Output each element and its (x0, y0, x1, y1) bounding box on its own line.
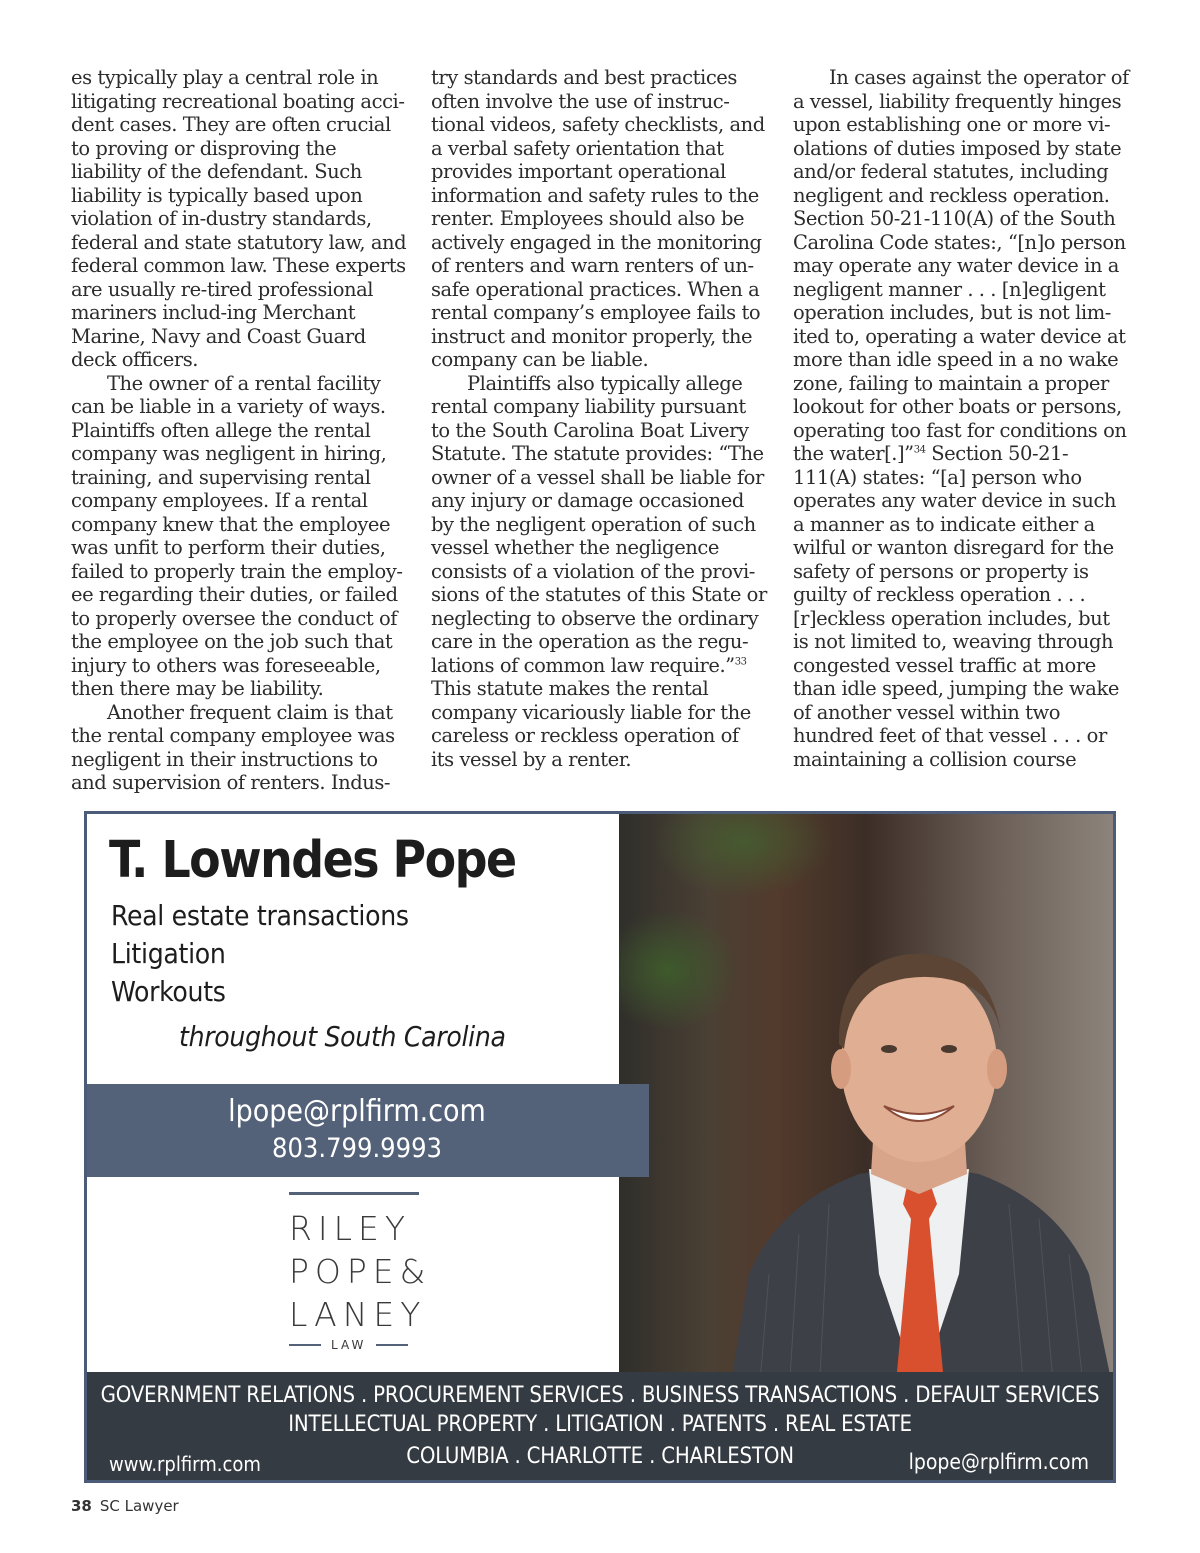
contact-band (87, 1084, 649, 1177)
practice-areas-line: GOVERNMENT RELATIONS . PROCUREMENT SERVICES . BUSINESS TRANSACTIONS . DEFAULT SERVICES (100, 1383, 1100, 1408)
logo-line (376, 1344, 408, 1346)
advertisement (84, 811, 1116, 1483)
logo-line (289, 1344, 321, 1346)
paragraph: The owner of a rental facility can be liable in a variety of ways. Plaintiffs often allege the rental company was negligent in hiring, training, and supervising rental company employees. If a rental company knew that the employee was unfit to perform their duties, failed to properly train the employ-ee regarding their duties, or failed to properly oversee the conduct of the employee on the job such that injury to others was foreseeable, then there may be liability. (71, 371, 403, 700)
paragraph-text: Section 50-21-111(A) states: “[a] person who operates any water device in such a manner as to indicate either a wilful or wanton disregard for the safety of persons or property is guilty of reckless operation . . . [r]eckless operation includes, but is not limited to, weaving through congested vessel traffic at more than idle speed, jumping the wake of another vessel within two hundred feet of that vessel . . . or maintaining a collision course (793, 442, 1119, 771)
service-item: Workouts (111, 975, 226, 1008)
paragraph-text: Plaintiffs also typically allege rental company liability pursuant to the South Carolina Boat Livery Statute. The statute provides: “The owner of a vessel shall be liable for any injury or damage occasioned by the negligent operation of such vessel whether the negligence consists of a violation of the provi-sions of the statutes of this State or neglecting to observe the ordinary care in the operation as the regu-lations of common law require.” (431, 371, 767, 677)
paragraph-text: In cases against the operator of a vessel, liability frequently hinges upon establishing one or more vi-olations of duties imposed by state and/or federal statutes, including negligent and reckless operation. Section 50-21-110(A) of the South Carolina Code states:, “[n]o person may operate any water device in a negligent manner . . . [n]egligent operation includes, but is not lim-ited to, operating a water device at more than idle speed in a no wake zone, failing to maintain a proper lookout for other boats or persons, operating too fast for conditions on the water[.]” (793, 66, 1129, 465)
logo-word: LANEY (289, 1295, 427, 1334)
service-item: Litigation (111, 937, 226, 970)
paragraph: Another frequent claim is that the rental company employee was negligent in their instructions to and supervision of renters. Indus- (71, 700, 395, 794)
practice-areas-line: INTELLECTUAL PROPERTY . LITIGATION . PATENTS . REAL ESTATE (288, 1412, 912, 1437)
logo-word: POPE& (289, 1252, 432, 1291)
article-column-1 (71, 66, 407, 795)
footer-email-link[interactable]: lpope@rplfirm.com (908, 1450, 1089, 1474)
contact-email[interactable]: lpope@rplfirm.com (228, 1094, 486, 1129)
attorney-photo (619, 814, 1113, 1372)
paragraph (793, 66, 1129, 771)
paragraph: es typically play a central role in litigating recreational boating acci-dent cases. They are often crucial to proving or disproving the liability of the defendant. Such liability is typically based upon violation of in-dustry standards, federal and state statutory law, and federal common law. These experts are usually re-tired professional mariners includ-ing Merchant Marine, Navy and Coast Guard deck officers. (71, 66, 407, 371)
logo-law (289, 1338, 421, 1352)
logo-rule (289, 1192, 419, 1195)
logo-word: RILEY (289, 1209, 412, 1248)
paragraph: try standards and best practices often involve the use of instruc-tional videos, safety checklists, and a verbal safety orientation that provides important operational information and safety rules to the renter. Employees should also be actively engaged in the monitoring of renters and warn renters of un-safe operational practices. When a rental company’s employee fails to instruct and monitor properly, the company can be liable. (431, 66, 765, 371)
article-column-2 (431, 66, 767, 771)
footnote-ref: 34 (913, 444, 926, 456)
logo-law-text: LAW (331, 1338, 367, 1352)
footnote-ref: 33 (734, 656, 747, 667)
publication-name: SC Lawyer (99, 1497, 179, 1515)
ad-footer (87, 1372, 1113, 1480)
office-locations: COLUMBIA . CHARLOTTE . CHARLESTON (406, 1444, 794, 1469)
page-number: 38 (71, 1497, 92, 1515)
page-folio (71, 1497, 179, 1515)
attorney-name: T. Lowndes Pope (109, 831, 516, 890)
firm-website-link[interactable]: www.rplfirm.com (109, 1452, 261, 1476)
paragraph (431, 372, 767, 772)
firm-logo (289, 1192, 432, 1352)
contact-phone[interactable]: 803.799.9993 (272, 1133, 442, 1164)
article-column-3 (793, 66, 1129, 771)
service-region: throughout South Carolina (179, 1020, 506, 1053)
paragraph-text: This statute makes the rental company vicariously liable for the careless or reckless operation of its vessel by a renter. (431, 677, 751, 771)
service-item: Real estate transactions (111, 899, 409, 932)
portrait-illustration (709, 874, 1113, 1372)
